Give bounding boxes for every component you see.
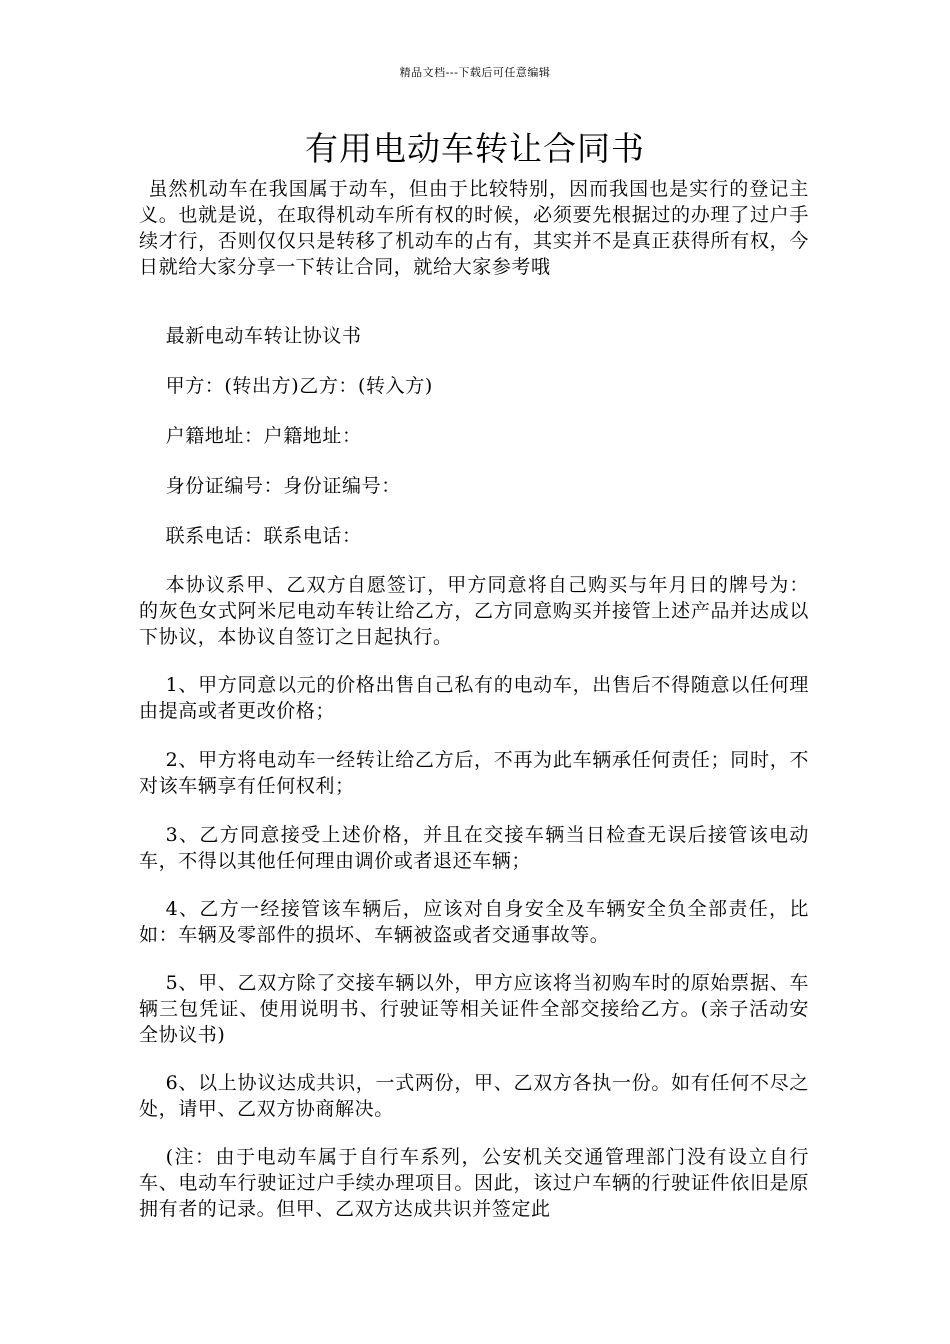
clause-6: 6、以上协议达成共识，一式两份，甲、乙双方各执一份。如有任何不尽之处，请甲、乙双方协商解决。 [139, 1072, 809, 1120]
clause-1: 1、甲方同意以元的价格出售自己私有的电动车，出售后不得随意以任何理由提高或者更改价格； [139, 674, 809, 722]
preamble-paragraph: 本协议系甲、乙双方自愿签订，甲方同意将自己购买与年月日的牌号为：的灰色女式阿米尼电动车转让给乙方，乙方同意购买并接管上述产品并达成以下协议，本协议自签订之日起执行。 [139, 574, 809, 648]
intro-paragraph: 虽然机动车在我国属于动车，但由于比较特别，因而我国也是实行的登记主义。也就是说，在取得机动车所有权的时候，必须要先根据过的办理了过户手续才行，否则仅仅只是转移了机动车的占有，其实并不是真正获得所有权，今日就给大家分享一下转让合同，就给大家参考哦 [139, 178, 809, 278]
clause-3: 3、乙方同意接受上述价格，并且在交接车辆当日检查无误后接管该电动车，不得以其他任何理由调价或者退还车辆； [139, 824, 809, 872]
clause-2: 2、甲方将电动车一经转让给乙方后，不再为此车辆承任何责任；同时，不对该车辆享有任何权利； [139, 749, 809, 797]
clause-5: 5、甲、乙双方除了交接车辆以外，甲方应该将当初购车时的原始票据、车辆三包凭证、使用说明书、行驶证等相关证件全部交接给乙方。(亲子活动安全协议书) [139, 972, 809, 1046]
party-line: 甲方：(转出方)乙方：(转入方) [165, 375, 433, 397]
id-number-line: 身份证编号：身份证编号： [165, 475, 401, 497]
phone-line: 联系电话：联系电话： [165, 525, 362, 547]
clause-4: 4、乙方一经接管该车辆后，应该对自身安全及车辆安全负全部责任，比如：车辆及零部件的损坏、车辆被盗或者交通事故等。 [139, 898, 809, 946]
document-title: 有用电动车转让合同书 [305, 129, 645, 168]
agreement-title: 最新电动车转让协议书 [165, 325, 362, 347]
address-line: 户籍地址：户籍地址： [165, 425, 362, 447]
header-note: 精品文档---下载后可任意编辑 [399, 66, 551, 79]
note-paragraph: (注：由于电动车属于自行车系列，公安机关交通管理部门没有设立自行车、电动车行驶证过户手续办理项目。因此，该过户车辆的行驶证件依旧是原拥有者的记录。但甲、乙双方达成共识并签定此 [139, 1146, 809, 1220]
